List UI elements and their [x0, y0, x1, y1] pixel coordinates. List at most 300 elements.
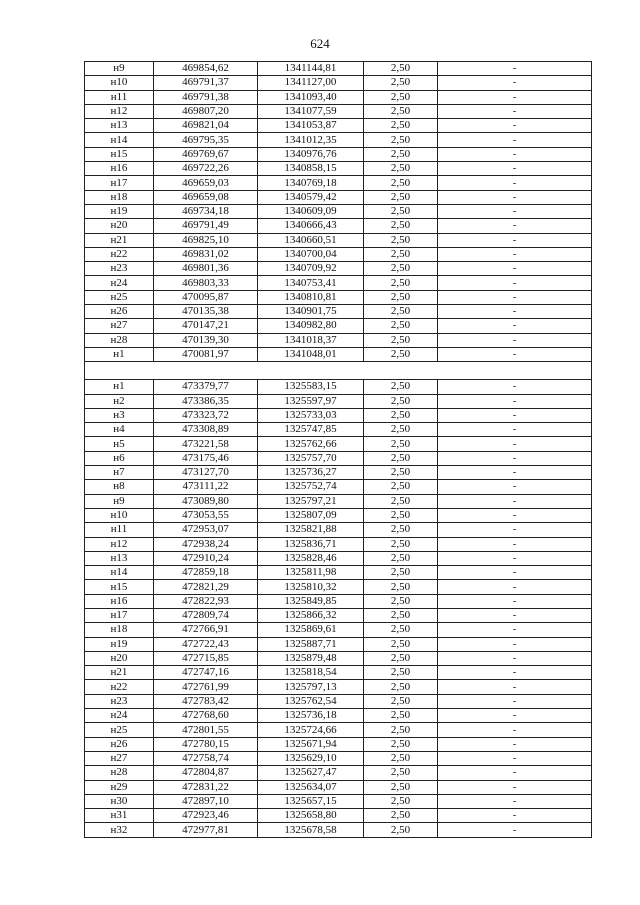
y-coordinate-cell: 1341018,37: [258, 333, 364, 347]
point-cell: н15: [85, 147, 154, 161]
precision-cell: 2,50: [364, 651, 438, 665]
point-cell: н11: [85, 90, 154, 104]
y-coordinate-cell: 1325797,13: [258, 680, 364, 694]
precision-cell: 2,50: [364, 247, 438, 261]
x-coordinate-cell: 472953,07: [154, 523, 258, 537]
x-coordinate-cell: 472831,22: [154, 780, 258, 794]
point-cell: н17: [85, 608, 154, 622]
table-row: [85, 580, 592, 594]
x-coordinate-cell: 472761,99: [154, 680, 258, 694]
table-row: [85, 204, 592, 218]
y-coordinate-cell: 1340982,80: [258, 319, 364, 333]
table-row: [85, 305, 592, 319]
x-coordinate-cell: 469795,35: [154, 133, 258, 147]
x-coordinate-cell: 469722,26: [154, 162, 258, 176]
point-cell: н12: [85, 537, 154, 551]
point-cell: н7: [85, 466, 154, 480]
table-row: [85, 233, 592, 247]
y-coordinate-cell: 1325658,80: [258, 809, 364, 823]
point-cell: н25: [85, 290, 154, 304]
precision-cell: 2,50: [364, 233, 438, 247]
point-cell: н4: [85, 423, 154, 437]
point-cell: н15: [85, 580, 154, 594]
section-separator-cell: [85, 362, 592, 380]
point-cell: н12: [85, 104, 154, 118]
table-row: [85, 394, 592, 408]
table-row: [85, 780, 592, 794]
note-cell: -: [438, 262, 592, 276]
point-cell: н11: [85, 523, 154, 537]
precision-cell: 2,50: [364, 566, 438, 580]
precision-cell: 2,50: [364, 423, 438, 437]
x-coordinate-cell: 469803,33: [154, 276, 258, 290]
table-row: [85, 823, 592, 837]
point-cell: н14: [85, 133, 154, 147]
point-cell: н10: [85, 508, 154, 522]
precision-cell: 2,50: [364, 594, 438, 608]
y-coordinate-cell: 1325866,32: [258, 608, 364, 622]
table-row: [85, 290, 592, 304]
table-row: [85, 276, 592, 290]
x-coordinate-cell: 472821,29: [154, 580, 258, 594]
point-cell: н17: [85, 176, 154, 190]
y-coordinate-cell: 1325797,21: [258, 494, 364, 508]
note-cell: -: [438, 319, 592, 333]
y-coordinate-cell: 1340709,92: [258, 262, 364, 276]
x-coordinate-cell: 469831,02: [154, 247, 258, 261]
y-coordinate-cell: 1325821,88: [258, 523, 364, 537]
y-coordinate-cell: 1325849,85: [258, 594, 364, 608]
table-row: [85, 90, 592, 104]
x-coordinate-cell: 469791,37: [154, 76, 258, 90]
precision-cell: 2,50: [364, 623, 438, 637]
table-row: [85, 408, 592, 422]
x-coordinate-cell: 473379,77: [154, 380, 258, 394]
y-coordinate-cell: 1340901,75: [258, 305, 364, 319]
x-coordinate-cell: 472859,18: [154, 566, 258, 580]
x-coordinate-cell: 470139,30: [154, 333, 258, 347]
y-coordinate-cell: 1325629,10: [258, 751, 364, 765]
table-row: [85, 119, 592, 133]
page-number: 624: [310, 36, 330, 51]
x-coordinate-cell: 472722,43: [154, 637, 258, 651]
x-coordinate-cell: 472768,60: [154, 709, 258, 723]
precision-cell: 2,50: [364, 219, 438, 233]
x-coordinate-cell: 472766,91: [154, 623, 258, 637]
x-coordinate-cell: 473111,22: [154, 480, 258, 494]
x-coordinate-cell: 472822,93: [154, 594, 258, 608]
point-cell: н19: [85, 204, 154, 218]
point-cell: н2: [85, 394, 154, 408]
note-cell: -: [438, 623, 592, 637]
y-coordinate-cell: 1325836,71: [258, 537, 364, 551]
table-row: [85, 133, 592, 147]
y-coordinate-cell: 1325818,54: [258, 666, 364, 680]
coordinates-table: [84, 61, 592, 838]
note-cell: -: [438, 133, 592, 147]
table-row: [85, 494, 592, 508]
point-cell: н13: [85, 551, 154, 565]
note-cell: -: [438, 594, 592, 608]
x-coordinate-cell: 469801,36: [154, 262, 258, 276]
note-cell: -: [438, 219, 592, 233]
precision-cell: 2,50: [364, 394, 438, 408]
note-cell: -: [438, 437, 592, 451]
point-cell: н20: [85, 219, 154, 233]
note-cell: -: [438, 723, 592, 737]
x-coordinate-cell: 473386,35: [154, 394, 258, 408]
note-cell: -: [438, 666, 592, 680]
precision-cell: 2,50: [364, 723, 438, 737]
precision-cell: 2,50: [364, 494, 438, 508]
table-row: [85, 551, 592, 565]
note-cell: -: [438, 537, 592, 551]
y-coordinate-cell: 1325828,46: [258, 551, 364, 565]
point-cell: н1: [85, 380, 154, 394]
table-row: [85, 651, 592, 665]
precision-cell: 2,50: [364, 262, 438, 276]
point-cell: н21: [85, 666, 154, 680]
note-cell: -: [438, 580, 592, 594]
table-row: [85, 537, 592, 551]
table-row: [85, 76, 592, 90]
precision-cell: 2,50: [364, 666, 438, 680]
x-coordinate-cell: 472783,42: [154, 694, 258, 708]
table-row: [85, 694, 592, 708]
x-coordinate-cell: 473089,80: [154, 494, 258, 508]
precision-cell: 2,50: [364, 637, 438, 651]
x-coordinate-cell: 469659,03: [154, 176, 258, 190]
y-coordinate-cell: 1325724,66: [258, 723, 364, 737]
table-row: [85, 104, 592, 118]
note-cell: -: [438, 380, 592, 394]
x-coordinate-cell: 473221,58: [154, 437, 258, 451]
precision-cell: 2,50: [364, 794, 438, 808]
note-cell: -: [438, 508, 592, 522]
precision-cell: 2,50: [364, 204, 438, 218]
precision-cell: 2,50: [364, 737, 438, 751]
point-cell: н28: [85, 766, 154, 780]
table-row: [85, 508, 592, 522]
point-cell: н30: [85, 794, 154, 808]
point-cell: н8: [85, 480, 154, 494]
table-row: [85, 219, 592, 233]
y-coordinate-cell: 1341144,81: [258, 62, 364, 76]
note-cell: -: [438, 119, 592, 133]
x-coordinate-cell: 470081,97: [154, 347, 258, 361]
note-cell: -: [438, 566, 592, 580]
point-cell: н26: [85, 305, 154, 319]
table-row: [85, 451, 592, 465]
x-coordinate-cell: 473175,46: [154, 451, 258, 465]
note-cell: -: [438, 290, 592, 304]
x-coordinate-cell: 470095,87: [154, 290, 258, 304]
y-coordinate-cell: 1325811,98: [258, 566, 364, 580]
note-cell: -: [438, 651, 592, 665]
point-cell: н18: [85, 190, 154, 204]
table-row: [85, 608, 592, 622]
y-coordinate-cell: 1325747,85: [258, 423, 364, 437]
table-row: [85, 723, 592, 737]
precision-cell: 2,50: [364, 451, 438, 465]
note-cell: -: [438, 680, 592, 694]
table-row: [85, 380, 592, 394]
y-coordinate-cell: 1325627,47: [258, 766, 364, 780]
precision-cell: 2,50: [364, 680, 438, 694]
precision-cell: 2,50: [364, 162, 438, 176]
note-cell: -: [438, 104, 592, 118]
precision-cell: 2,50: [364, 347, 438, 361]
point-cell: н29: [85, 780, 154, 794]
x-coordinate-cell: 469854,62: [154, 62, 258, 76]
precision-cell: 2,50: [364, 133, 438, 147]
table-row: [85, 480, 592, 494]
point-cell: н19: [85, 637, 154, 651]
table-row: [85, 437, 592, 451]
x-coordinate-cell: 472715,85: [154, 651, 258, 665]
precision-cell: 2,50: [364, 119, 438, 133]
x-coordinate-cell: 472809,74: [154, 608, 258, 622]
x-coordinate-cell: 472780,15: [154, 737, 258, 751]
precision-cell: 2,50: [364, 319, 438, 333]
y-coordinate-cell: 1340753,41: [258, 276, 364, 290]
y-coordinate-cell: 1325887,71: [258, 637, 364, 651]
precision-cell: 2,50: [364, 537, 438, 551]
table-row: [85, 680, 592, 694]
x-coordinate-cell: 472910,24: [154, 551, 258, 565]
table-row: [85, 766, 592, 780]
y-coordinate-cell: 1325810,32: [258, 580, 364, 594]
point-cell: н20: [85, 651, 154, 665]
point-cell: н18: [85, 623, 154, 637]
table-row: [85, 162, 592, 176]
precision-cell: 2,50: [364, 380, 438, 394]
y-coordinate-cell: 1325634,07: [258, 780, 364, 794]
table-row: [85, 347, 592, 361]
x-coordinate-cell: 472977,81: [154, 823, 258, 837]
x-coordinate-cell: 472747,16: [154, 666, 258, 680]
table-row: [85, 333, 592, 347]
x-coordinate-cell: 473308,89: [154, 423, 258, 437]
table-row: [85, 666, 592, 680]
table-row: [85, 319, 592, 333]
table-row: [85, 176, 592, 190]
table-row: [85, 190, 592, 204]
note-cell: -: [438, 190, 592, 204]
y-coordinate-cell: 1325757,70: [258, 451, 364, 465]
y-coordinate-cell: 1341048,01: [258, 347, 364, 361]
x-coordinate-cell: 473323,72: [154, 408, 258, 422]
note-cell: -: [438, 333, 592, 347]
y-coordinate-cell: 1325869,61: [258, 623, 364, 637]
y-coordinate-cell: 1341127,00: [258, 76, 364, 90]
y-coordinate-cell: 1340769,18: [258, 176, 364, 190]
note-cell: -: [438, 423, 592, 437]
precision-cell: 2,50: [364, 466, 438, 480]
table-row: [85, 809, 592, 823]
point-cell: н10: [85, 76, 154, 90]
precision-cell: 2,50: [364, 809, 438, 823]
y-coordinate-cell: 1325879,48: [258, 651, 364, 665]
note-cell: -: [438, 551, 592, 565]
precision-cell: 2,50: [364, 823, 438, 837]
y-coordinate-cell: 1340660,51: [258, 233, 364, 247]
table-row: [85, 623, 592, 637]
point-cell: н27: [85, 319, 154, 333]
note-cell: -: [438, 204, 592, 218]
table-row: [85, 751, 592, 765]
point-cell: н3: [85, 408, 154, 422]
precision-cell: 2,50: [364, 523, 438, 537]
note-cell: -: [438, 451, 592, 465]
point-cell: н16: [85, 162, 154, 176]
note-cell: -: [438, 347, 592, 361]
x-coordinate-cell: 472923,46: [154, 809, 258, 823]
note-cell: -: [438, 394, 592, 408]
note-cell: -: [438, 76, 592, 90]
note-cell: -: [438, 408, 592, 422]
precision-cell: 2,50: [364, 751, 438, 765]
y-coordinate-cell: 1325671,94: [258, 737, 364, 751]
table-row: [85, 737, 592, 751]
precision-cell: 2,50: [364, 709, 438, 723]
table-row: [85, 794, 592, 808]
point-cell: н21: [85, 233, 154, 247]
table-row: [85, 423, 592, 437]
y-coordinate-cell: 1325583,15: [258, 380, 364, 394]
x-coordinate-cell: 469659,08: [154, 190, 258, 204]
y-coordinate-cell: 1341053,87: [258, 119, 364, 133]
point-cell: н6: [85, 451, 154, 465]
x-coordinate-cell: 470147,21: [154, 319, 258, 333]
note-cell: -: [438, 480, 592, 494]
y-coordinate-cell: 1325762,66: [258, 437, 364, 451]
x-coordinate-cell: 469791,49: [154, 219, 258, 233]
note-cell: -: [438, 494, 592, 508]
precision-cell: 2,50: [364, 176, 438, 190]
precision-cell: 2,50: [364, 608, 438, 622]
x-coordinate-cell: 470135,38: [154, 305, 258, 319]
point-cell: н16: [85, 594, 154, 608]
note-cell: -: [438, 637, 592, 651]
point-cell: н22: [85, 680, 154, 694]
point-cell: н26: [85, 737, 154, 751]
table-row: [85, 594, 592, 608]
coordinates-table-body: [85, 62, 592, 838]
note-cell: -: [438, 737, 592, 751]
precision-cell: 2,50: [364, 333, 438, 347]
x-coordinate-cell: 472801,55: [154, 723, 258, 737]
note-cell: -: [438, 823, 592, 837]
y-coordinate-cell: 1341093,40: [258, 90, 364, 104]
point-cell: н27: [85, 751, 154, 765]
point-cell: н14: [85, 566, 154, 580]
y-coordinate-cell: 1340810,81: [258, 290, 364, 304]
x-coordinate-cell: 469734,18: [154, 204, 258, 218]
precision-cell: 2,50: [364, 580, 438, 594]
note-cell: -: [438, 247, 592, 261]
precision-cell: 2,50: [364, 508, 438, 522]
note-cell: -: [438, 62, 592, 76]
point-cell: н9: [85, 494, 154, 508]
precision-cell: 2,50: [364, 694, 438, 708]
section-separator-row: [85, 362, 592, 380]
y-coordinate-cell: 1341012,35: [258, 133, 364, 147]
precision-cell: 2,50: [364, 76, 438, 90]
precision-cell: 2,50: [364, 437, 438, 451]
y-coordinate-cell: 1325678,58: [258, 823, 364, 837]
note-cell: -: [438, 766, 592, 780]
y-coordinate-cell: 1325736,18: [258, 709, 364, 723]
point-cell: н13: [85, 119, 154, 133]
y-coordinate-cell: 1325657,15: [258, 794, 364, 808]
point-cell: н31: [85, 809, 154, 823]
note-cell: -: [438, 147, 592, 161]
y-coordinate-cell: 1340666,43: [258, 219, 364, 233]
point-cell: н32: [85, 823, 154, 837]
precision-cell: 2,50: [364, 104, 438, 118]
note-cell: -: [438, 233, 592, 247]
note-cell: -: [438, 466, 592, 480]
point-cell: н5: [85, 437, 154, 451]
y-coordinate-cell: 1341077,59: [258, 104, 364, 118]
precision-cell: 2,50: [364, 780, 438, 794]
note-cell: -: [438, 176, 592, 190]
y-coordinate-cell: 1325752,74: [258, 480, 364, 494]
point-cell: н24: [85, 709, 154, 723]
x-coordinate-cell: 469769,67: [154, 147, 258, 161]
precision-cell: 2,50: [364, 766, 438, 780]
precision-cell: 2,50: [364, 276, 438, 290]
precision-cell: 2,50: [364, 480, 438, 494]
note-cell: -: [438, 523, 592, 537]
x-coordinate-cell: 469791,38: [154, 90, 258, 104]
x-coordinate-cell: 472758,74: [154, 751, 258, 765]
point-cell: н23: [85, 262, 154, 276]
table-row: [85, 709, 592, 723]
y-coordinate-cell: 1340858,15: [258, 162, 364, 176]
precision-cell: 2,50: [364, 290, 438, 304]
x-coordinate-cell: 472938,24: [154, 537, 258, 551]
y-coordinate-cell: 1325597,97: [258, 394, 364, 408]
precision-cell: 2,50: [364, 408, 438, 422]
y-coordinate-cell: 1325762,54: [258, 694, 364, 708]
table-row: [85, 566, 592, 580]
point-cell: н24: [85, 276, 154, 290]
y-coordinate-cell: 1340976,76: [258, 147, 364, 161]
note-cell: -: [438, 809, 592, 823]
point-cell: н22: [85, 247, 154, 261]
table-row: [85, 262, 592, 276]
table-row: [85, 62, 592, 76]
x-coordinate-cell: 469807,20: [154, 104, 258, 118]
note-cell: -: [438, 751, 592, 765]
point-cell: н1: [85, 347, 154, 361]
precision-cell: 2,50: [364, 190, 438, 204]
table-row: [85, 523, 592, 537]
note-cell: -: [438, 276, 592, 290]
table-row: [85, 247, 592, 261]
table-row: [85, 466, 592, 480]
precision-cell: 2,50: [364, 90, 438, 104]
note-cell: -: [438, 709, 592, 723]
precision-cell: 2,50: [364, 551, 438, 565]
note-cell: -: [438, 780, 592, 794]
x-coordinate-cell: 472804,87: [154, 766, 258, 780]
precision-cell: 2,50: [364, 147, 438, 161]
x-coordinate-cell: 473127,70: [154, 466, 258, 480]
y-coordinate-cell: 1325736,27: [258, 466, 364, 480]
